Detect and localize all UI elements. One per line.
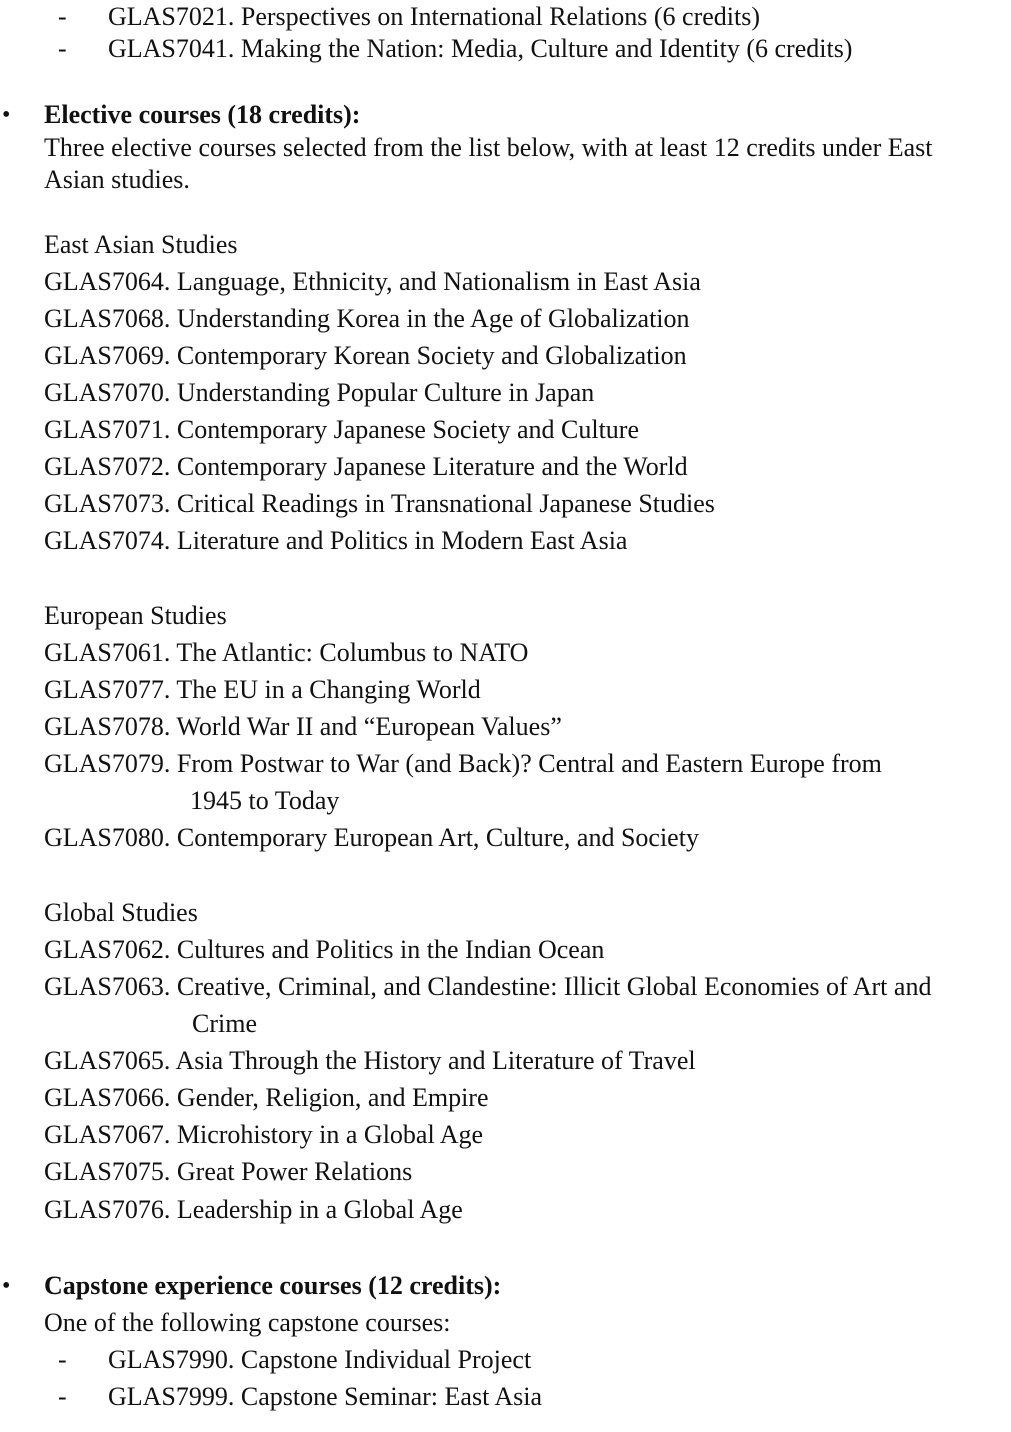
course-item: GLAS7065. Asia Through the History and Literature of Travel	[44, 1046, 696, 1075]
capstone-intro: One of the following capstone courses:	[44, 1308, 451, 1337]
course-item: GLAS7076. Leadership in a Global Age	[44, 1195, 463, 1224]
elective-heading: Elective courses (18 credits):	[44, 100, 361, 129]
course-item: GLAS7068. Understanding Korea in the Age of Globalization	[44, 304, 690, 333]
course-item: GLAS7072. Contemporary Japanese Literature and the World	[44, 452, 688, 481]
dash-marker: -	[58, 1345, 67, 1374]
course-item: GLAS7080. Contemporary European Art, Culture, and Society	[44, 823, 699, 852]
course-item: GLAS7074. Literature and Politics in Modern East Asia	[44, 526, 628, 555]
elective-description: Three elective courses selected from the list below, with at least 12 credits under East	[44, 133, 933, 162]
dash-marker: -	[58, 2, 67, 31]
course-item: GLAS7069. Contemporary Korean Society and Globalization	[44, 341, 687, 370]
core-course-item: GLAS7021. Perspectives on International Relations (6 credits)	[108, 2, 761, 31]
bullet-icon: •	[2, 1273, 11, 1299]
dash-marker: -	[58, 1382, 67, 1411]
course-item: GLAS7067. Microhistory in a Global Age	[44, 1120, 484, 1149]
course-item: GLAS7079. From Postwar to War (and Back)? Central and Eastern Europe from	[44, 749, 882, 778]
capstone-heading: Capstone experience courses (12 credits):	[44, 1271, 502, 1300]
elective-description: Asian studies.	[44, 165, 190, 194]
course-item: GLAS7077. The EU in a Changing World	[44, 675, 481, 704]
course-item: GLAS7062. Cultures and Politics in the Indian Ocean	[44, 935, 605, 964]
section-title-european: European Studies	[44, 601, 227, 630]
course-item: GLAS7071. Contemporary Japanese Society and Culture	[44, 415, 639, 444]
core-course-item: GLAS7041. Making the Nation: Media, Culture and Identity (6 credits)	[108, 34, 853, 63]
course-item: GLAS7078. World War II and “European Values”	[44, 712, 562, 741]
course-item-continuation: 1945 to Today	[190, 786, 340, 815]
capstone-course-item: GLAS7999. Capstone Seminar: East Asia	[108, 1382, 543, 1411]
course-item: GLAS7063. Creative, Criminal, and Clandestine: Illicit Global Economies of Art and	[44, 972, 932, 1001]
dash-marker: -	[58, 34, 67, 63]
course-item: GLAS7073. Critical Readings in Transnational Japanese Studies	[44, 489, 715, 518]
bullet-icon: •	[2, 102, 11, 128]
course-item: GLAS7070. Understanding Popular Culture in Japan	[44, 378, 595, 407]
course-item: GLAS7061. The Atlantic: Columbus to NATO	[44, 638, 529, 667]
section-title-east-asian: East Asian Studies	[44, 230, 238, 259]
capstone-course-item: GLAS7990. Capstone Individual Project	[108, 1345, 532, 1374]
course-item-continuation: Crime	[192, 1009, 257, 1038]
course-item: GLAS7066. Gender, Religion, and Empire	[44, 1083, 489, 1112]
course-item: GLAS7064. Language, Ethnicity, and Nationalism in East Asia	[44, 267, 701, 296]
course-item: GLAS7075. Great Power Relations	[44, 1157, 413, 1186]
section-title-global: Global Studies	[44, 898, 198, 927]
